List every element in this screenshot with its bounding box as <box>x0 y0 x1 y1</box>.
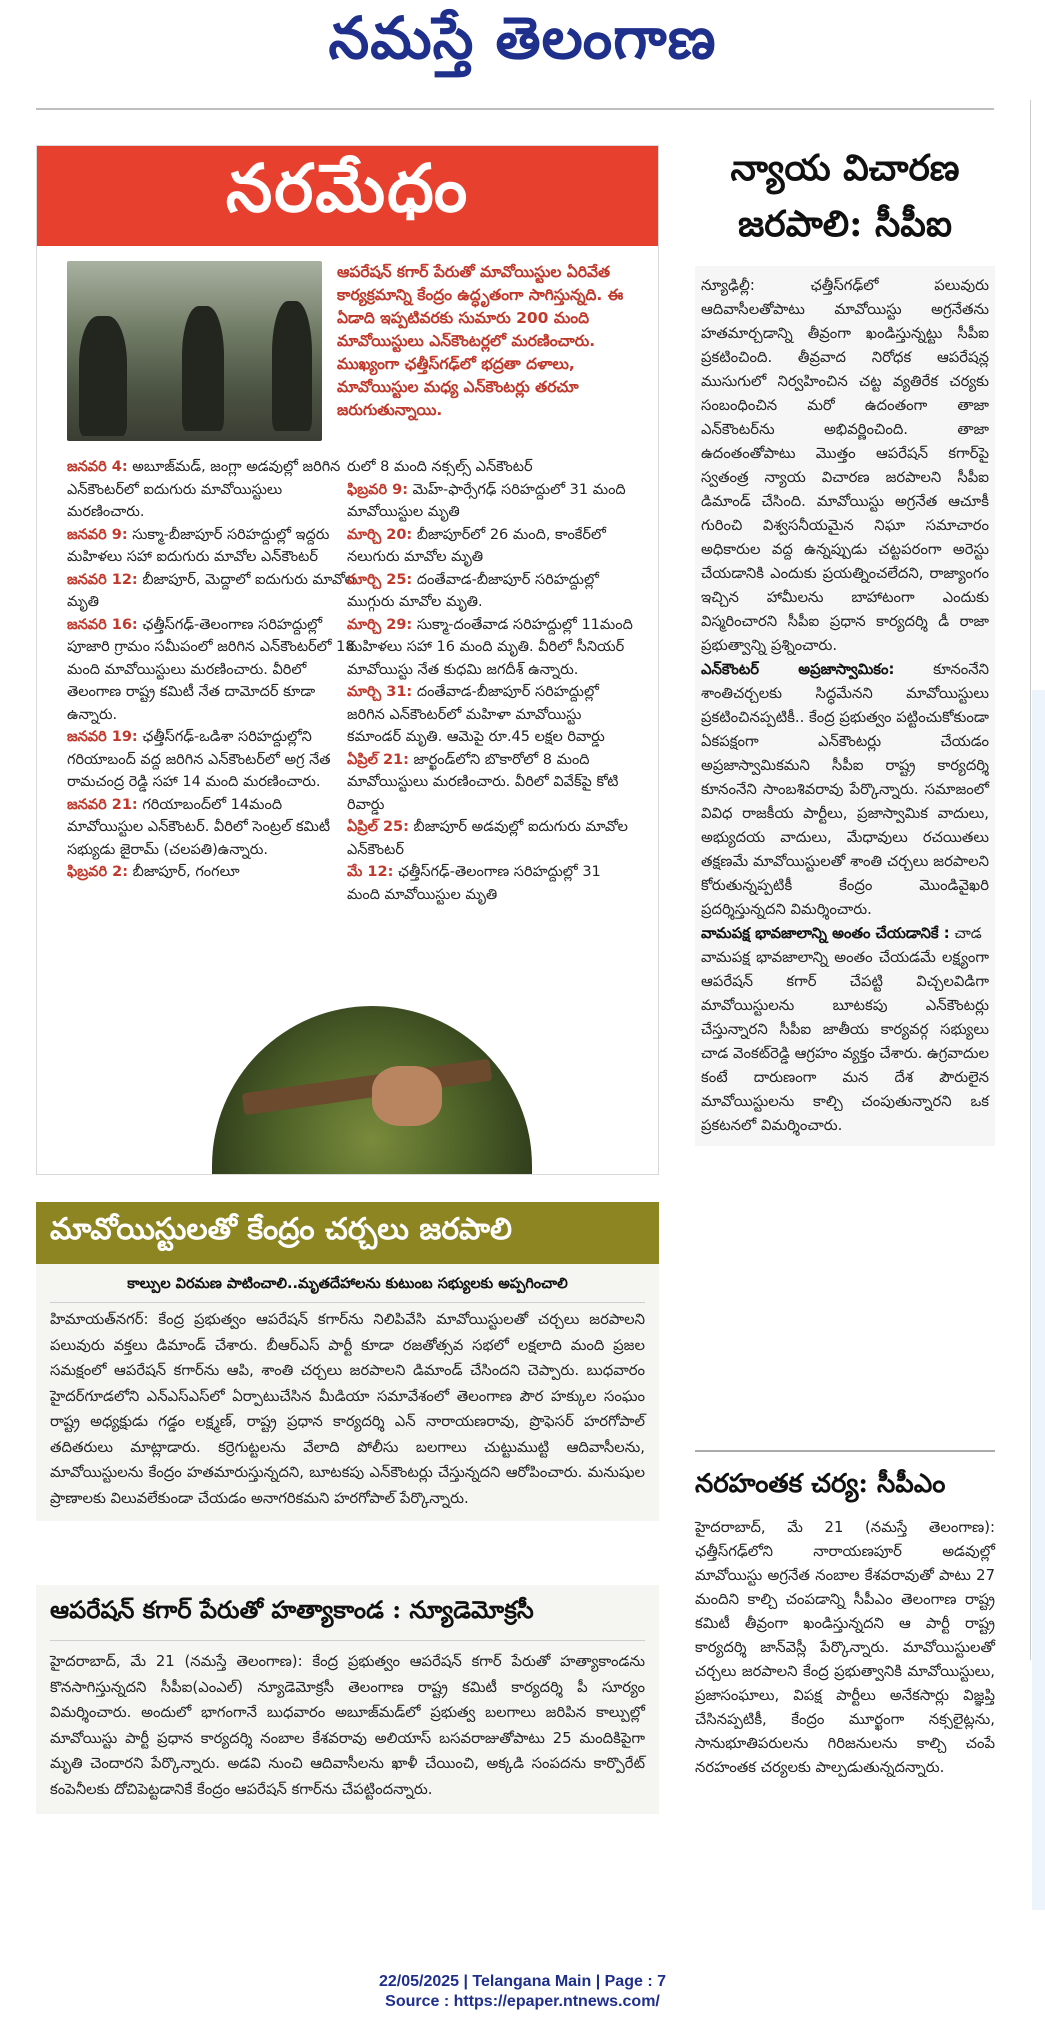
article-body: హైదరాబాద్, మే 21 (నమస్తే తెలంగాణ): ఛత్తీస్‌గఢ్‌లోని నారాయణపూర్ అడవుల్లో మావోయిస్టు అగ్రనేత నంబాల కేశవరావుతో పాటు 27 మందిని కాల్చి చంపడాన్ని సీపీఎం తెలంగాణ రాష్ట్ర కమిటీ తీవ్రంగా ఖండిస్తున్నదని ఆ పార్టీ రాష్ట్ర కార్యదర్శి జాన్‌వెస్లీ పేర్కొన్నారు. మావోయిస్టులతో చర్చలు జరపాలని కేంద్ర ప్రభుత్వానికి మావోయిస్టులు, ప్రజాసంఘాలు, విపక్ష పార్టీలు అనేకసార్లు విజ్ఞప్తి చేసినప్పటికీ, కేంద్రం మూర్ఖంగా నక్సలైట్లను, సానుభూతిపరులను గిరిజనులను కాల్చి చంపే నరహంతక చర్యలకు పాల్పడుతున్నదన్నారు. <box>695 1519 995 1776</box>
masthead-rule <box>36 108 994 110</box>
timeline-entry <box>347 456 637 479</box>
timeline-text: మెహ్‌-ఫార్సేగఢ్ సరిహద్దులో 31 మంది మావోయిస్టుల మృతి <box>347 481 626 520</box>
timeline-entry <box>347 614 637 682</box>
article-body <box>695 266 995 1146</box>
timeline-date: జనవరి 9: <box>67 526 128 543</box>
timeline-entry <box>347 749 637 817</box>
column-divider <box>695 1450 995 1452</box>
timeline-entry <box>347 861 637 906</box>
timeline-date: మార్చి 25: <box>347 571 413 588</box>
timeline-date: జనవరి 12: <box>67 571 138 588</box>
timeline-text: ఛత్తీస్‌గఢ్-ఒడిశా సరిహద్దుల్లోని గరియాబంద్ వద్ద జరిగిన ఎన్‌కౌంటర్‌లో అగ్ర నేత రామచంద్ర రెడ్డి సహా 14 మంది మరణించారు. <box>67 729 331 790</box>
timeline-date: ఏప్రిల్ 21: <box>347 751 409 768</box>
masthead <box>0 0 1045 110</box>
timeline-text: దంతేవాడ-బీజాపూర్ సరిహద్దుల్లో జరిగిన ఎన్‌కౌంటర్‌లో మహిళా మావోయిస్టు కమాండర్ మృతి. ఆమెపై రూ.45 లక్షల రివార్డు <box>347 684 605 745</box>
timeline-text: రులో 8 మంది నక్సల్స్ ఎన్‌కౌంటర్ <box>347 459 533 475</box>
footer-date-line: 22/05/2025 | Telangana Main | Page : 7 <box>378 1973 666 1990</box>
timeline-date: ఫిబ్రవరి 2: <box>67 864 129 880</box>
timeline-entry <box>347 479 637 524</box>
timeline-text: గరియాబంద్‌లో 14మంది మావోయిస్టుల ఎన్‌కౌంటర్. వీరిలో సెంట్రల్ కమిటీ సభ్యుడు జైరామ్ (చలపతి)ఉన్నారు. <box>67 796 331 858</box>
timeline-text: ఛత్తీస్‌గఢ్-తెలంగాణ సరిహద్దుల్లో 31 మంది మావోయిస్టుల మృతి <box>347 864 601 903</box>
timeline-entry <box>67 794 357 862</box>
soldiers-photo <box>67 261 322 441</box>
article-title: నరహంతక చర్య: సీపీఎం <box>695 1469 946 1499</box>
timeline-column-2 <box>347 456 637 906</box>
timeline-entry <box>347 816 637 861</box>
subheading: ఎన్‌కౌంటర్ అప్రజాస్వామికం: <box>701 661 895 678</box>
body-paragraph: కూనంనేని శాంతిచర్చలకు సిద్ధమేనని మావోయిస్టులు ప్రకటించినప్పటికీ.. కేంద్ర ప్రభుత్వం పట్టించుకోకుండా ఏకపక్షంగా ఎన్‌కౌంటర్లు చేయడం అప్రజాస్వామికమని సీపీఐ రాష్ట్ర కార్యదర్శి కూనంనేని సాంబశివరావు పేర్కొన్నారు. సమాజంలో వివిధ రాజకీయ పార్టీలు, ప్రజాస్వామిక వాదులు, అభ్యుదయ వాదులు, మేధావులు రచయితలు తక్షణమే మావోయిస్టులతో శాంతి చర్చలు జరపాలని కోరుతున్నప్పటికీ కేంద్రం మొండివైఖరి ప్రదర్శిస్తున్నదని విమర్శించారు. <box>701 661 989 918</box>
timeline-text: సుక్మా-బీజాపూర్ సరిహద్దుల్లో ఇద్దరు మహిళలు సహా ఐదుగురు మావోల ఎన్‌కౌంటర్ <box>67 526 330 565</box>
subheading: వామపక్ష భావజాలాన్ని అంతం చేయడానికే : <box>701 925 950 942</box>
timeline-date: ఏప్రిల్ 25: <box>347 819 409 835</box>
article-subhead: కాల్పుల విరమణ పాటించాలి..మృతదేహాలను కుటుంబ సభ్యులకు అప్పగించాలి <box>50 1270 645 1303</box>
timeline-entry <box>347 524 637 569</box>
article-cpm <box>695 1462 995 1780</box>
article-title: ఆపరేషన్ కగార్ పేరుతో హత్యాకాండ : న్యూడెమోక్రసీ <box>50 1595 645 1641</box>
talks-body <box>36 1264 659 1521</box>
timeline-date: జనవరి 4: <box>67 459 128 475</box>
talks-banner <box>36 1202 659 1264</box>
timeline-text: బీజాపూర్, మెద్దాలో ఐదుగురు మావోల మృతి <box>67 571 355 610</box>
timeline-entry <box>67 456 357 524</box>
rifle-photo <box>212 1006 532 1174</box>
timeline-date: మార్చి 31: <box>347 684 413 700</box>
timeline-text: బీజాపూర్ అడవుల్లో ఐదుగురు మావోల ఎన్‌కౌంటర్ <box>347 819 628 858</box>
body-paragraph: న్యూఢిల్లీ: ఛత్తీస్‌గఢ్‌లో పలువురు ఆదివాసీలతోపాటు మావోయిస్టు అగ్రనేతను హతమార్చడాన్ని తీవ్రంగా ఖండిస్తున్నట్టు సీపీఐ ప్రకటించింది. తీవ్రవాద నిరోధక ఆపరేషన్ల ముసుగులో నిర్వహించిన చట్ట వ్యతిరేక చర్యకు సంబంధించిన మరో ఉదంతంగా తాజా ఎన్‌కౌంటర్‌ను అభివర్ణించింది. తాజా ఉదంతంతోపాటు మొత్తం ఆపరేషన్ కగార్‌పై స్వతంత్ర న్యాయ విచారణ జరపాలని సీపీఐ డిమాండ్ చేసింది. మావోయిస్టు అగ్రనేత ఆచూకీ గురించి విశ్వసనీయమైన నిఘా సమాచారం అధికారుల వద్ద ఉన్నప్పుడు చట్టపరంగా అరెస్టు చేయడానికి ఎందుకు ప్రయత్నించలేదని, రాజ్యాంగం ఇచ్చిన హామీలను బాహాటంగా ఎందుకు విస్మరించారని సీపీఐ ప్రధాన కార్యదర్శి డీ రాజా ప్రభుత్వాన్ని ప్రశ్నించారు. <box>701 277 989 654</box>
article-title: న్యాయ విచారణ జరపాలి: సీపీఐ <box>730 147 960 245</box>
article-title: మావోయిస్టులతో కేంద్రం చర్చలు జరపాలి <box>50 1212 512 1247</box>
timeline-date: మార్చి 20: <box>347 526 413 543</box>
timeline-date: జనవరి 21: <box>67 796 138 813</box>
timeline-entry <box>67 726 357 794</box>
adjacent-page-shade <box>1032 690 1045 1910</box>
timeline-date: మార్చి 29: <box>347 616 413 633</box>
timeline-date: మే 12: <box>347 864 394 880</box>
article-cpi-judicial-inquiry <box>695 140 995 1146</box>
timeline-entry <box>67 614 357 727</box>
timeline-date: జనవరి 16: <box>67 616 138 633</box>
timeline-text: బీజాపూర్, గంగలూ <box>132 864 240 880</box>
footer-source-line: Source : https://epaper.ntnews.com/ <box>385 1993 660 2010</box>
timeline-entry <box>67 524 357 569</box>
timeline-entry <box>67 861 357 884</box>
timeline-text: అబూజ్‌మడ్, జంగ్లా అడవుల్లో జరిగిన ఎన్‌కౌంటర్‌లో ఐదుగురు మావోయిస్టులు మరణించారు. <box>67 459 341 520</box>
article-talks <box>36 1202 659 1521</box>
timeline-date: జనవరి 19: <box>67 729 138 745</box>
timeline-text: దంతేవాడ-బీజాపూర్ సరిహద్దుల్లో ముగ్గురు మావోల మృతి. <box>347 571 599 610</box>
timeline-column-1 <box>67 456 357 884</box>
timeline-entry <box>347 569 637 614</box>
timeline-text: బీజాపూర్‌లో 26 మంది, కాంకేర్‌లో నలుగురు మావోల మృతి <box>347 526 606 565</box>
feature-headline: నరమేధం <box>225 149 470 227</box>
article-body: హిమాయత్‌నగర్: కేంద్ర ప్రభుత్వం ఆపరేషన్ కగార్‌ను నిలిపివేసి మావోయిస్టులతో చర్చలు జరపాలని పలువురు వక్తలు డిమాండ్ చేశారు. బీఆర్‌ఎస్ పార్టీ కూడా రజతోత్సవ సభలో లక్షలాది మంది ప్రజల సమక్షంలో ఆపరేషన్ కగార్‌ను ఆపి, శాంతి చర్చలు జరపాలని డిమాండ్ చేసిందని చెప్పారు. బుధవారం హైదర్‌గూడలోని ఎన్‌ఎస్‌ఎస్‌లో ఏర్పాటుచేసిన మీడియా సమావేశంలో తెలంగాణ పౌర హక్కుల సంఘం రాష్ట్ర అధ్యక్షుడు గడ్డం లక్ష్మణ్, రాష్ట్ర ప్రధాన కార్యదర్శి ఎన్ నారాయణరావు, ప్రొఫెసర్ హరగోపాల్ తదితరులు మాట్లాడారు. కర్రెగుట్టలను వేలాది పోలీసు బలగాలు చుట్టుముట్టి ఆదివాసీలను, మావోయిస్టులను కేంద్రం హతమారుస్తున్నదని, బూటకపు ఎన్‌కౌంటర్లు చేస్తున్నదని ఆరోపించారు. మనుషుల ప్రాణాలకు విలువలేకుండా చేయడం అనాగరికమని హరగోపాల్ పేర్కొన్నారు. <box>50 1311 645 1507</box>
timeline-entry <box>67 569 357 614</box>
subheading-lead: చాడ <box>954 925 982 942</box>
feature-narmedham <box>36 145 659 1175</box>
timeline-text: ఛత్తీస్‌గఢ్-తెలంగాణ సరిహద్దుల్లో పూజారి గ్రామం సమీపంలో జరిగిన ఎన్‌కౌంటర్‌లో 18 మంది మావోయిస్టులు మరణించారు. వీరిలో తెలంగాణ రాష్ట్ర కమిటీ నేత దామోదర్ కూడా ఉన్నారు. <box>67 616 355 723</box>
article-body: హైదరాబాద్, మే 21 (నమస్తే తెలంగాణ): కేంద్ర ప్రభుత్వం ఆపరేషన్ కగార్ పేరుతో హత్యాకాండను కొనసాగిస్తున్నదని సీపీఐ(ఎంఎల్) న్యూడెమోక్రసీ తెలంగాణ రాష్ట్ర కమిటీ కార్యదర్శి పీ సూర్యం విమర్శించారు. అందులో భాగంగానే బుధవారం అబూజ్‌మడ్‌లో ప్రభుత్వ బలగాలు జరిపిన కాల్పుల్లో మావోయిస్టు పార్టీ ప్రధాన కార్యదర్శి నంబాల కేశవరావు అలియాస్ బసవరాజుతోపాటు 25 మందికిపైగా మృతి చెందారని పేర్కొన్నారు. అడవి నుంచి ఆదివాసీలను ఖాళీ చేయించి, అక్కడి సంపదను కార్పొరేట్ కంపెనీలకు దోచిపెట్టడానికే కేంద్రం ఆపరేషన్ కగార్‌ను చేపట్టిందన్నారు. <box>50 1653 645 1798</box>
timeline-text: జార్ఖండ్‌లోని బొకారోలో 8 మంది మావోయిస్టులు మరణించారు. వీరిలో వివేక్‌పై కోటి రివార్డు <box>347 751 619 813</box>
timeline-date: ఫిబ్రవరి 9: <box>347 481 409 498</box>
body-paragraph: వామపక్ష భావజాలాన్ని అంతం చేయడమే లక్ష్యంగా ఆపరేషన్ కగార్ చేపట్టి విచ్చలవిడిగా మావోయిస్టులను బూటకపు ఎన్‌కౌంటర్లు చేస్తున్నారని సీపీఐ జాతీయ కార్యవర్గ సభ్యులు చాడ వెంకట్‌రెడ్డి ఆగ్రహం వ్యక్తం చేశారు. ఉగ్రవాదుల కంటే దారుణంగా మన దేశ పౌరులైన మావోయిస్టులను కాల్చి చంపుతున్నారని ఒక ప్రకటనలో విమర్శించారు. <box>701 949 989 1134</box>
timeline-text: సుక్మా-దంతేవాడ సరిహద్దుల్లో 11మంది మహిళలు సహా 16 మంది మృతి. వీరిలో సీనియర్ మావోయిస్టు నేత కుధమి జగదీశ్ ఉన్నారు. <box>347 616 633 678</box>
article-new-democracy <box>36 1585 659 1814</box>
page-footer <box>0 1972 1045 2012</box>
newspaper-title: నమస్తే తెలంగాణ <box>328 4 717 72</box>
timeline-entry <box>347 681 637 749</box>
feature-banner <box>37 146 658 246</box>
feature-intro: ఆపరేషన్ కగార్ పేరుతో మావోయిస్టుల ఏరివేత కార్యక్రమాన్ని కేంద్రం ఉద్ధృతంగా సాగిస్తున్నది. ఈ ఏడాది ఇప్పటివరకు సుమారు 200 మంది మావోయిస్టులు ఎన్‌కౌంటర్లలో మరణించారు. ముఖ్యంగా ఛత్తీస్‌గఢ్‌లో భద్రతా దళాలు, మావోయిస్టుల మధ్య ఎన్‌కౌంటర్లు తరచూ జరుగుతున్నాయి. <box>337 263 624 419</box>
